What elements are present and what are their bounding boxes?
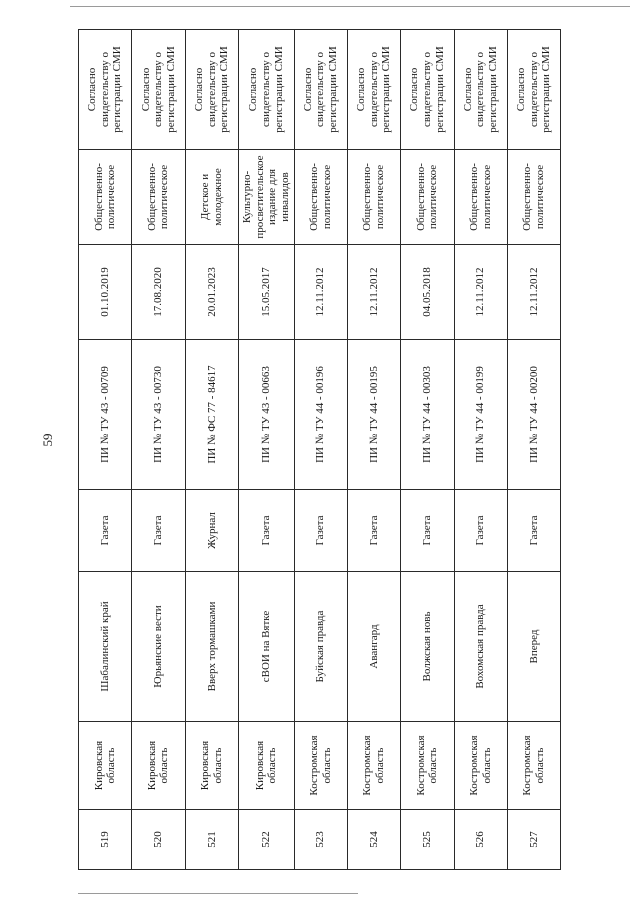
row-number: 521 [185,810,238,870]
media-title-cell: Вверх тормашками [185,572,238,722]
registration-date-cell: 15.05.2017 [238,245,294,340]
region-cell: Кировская область [185,722,238,810]
media-type-cell: Журнал [185,490,238,572]
table-row [238,30,294,870]
table-row [507,30,560,870]
media-type-cell: Газета [401,490,454,572]
specialization-cell: Детское и молодежное [185,150,238,245]
table-row [454,30,507,870]
row-number: 527 [507,810,560,870]
media-title-cell: Вохомская правда [454,572,507,722]
registration-date-cell: 12.11.2012 [347,245,400,340]
table-row [132,30,185,870]
media-title-cell: Юрьянские вести [132,572,185,722]
registration-date-cell: 12.11.2012 [294,245,347,340]
basis-cell: Согласно свидетельству о регистрации СМИ [347,30,400,150]
registration-number-cell: ПИ № ТУ 44 - 00195 [347,340,400,490]
basis-cell: Согласно свидетельству о регистрации СМИ [454,30,507,150]
specialization-cell: Общественно-политическое [401,150,454,245]
specialization-cell: Общественно-политическое [507,150,560,245]
region-cell: Кировская область [132,722,185,810]
registration-date-cell: 01.10.2019 [79,245,132,340]
registration-number-cell: ПИ № ТУ 44 - 00303 [401,340,454,490]
row-number: 526 [454,810,507,870]
registration-date-cell: 17.08.2020 [132,245,185,340]
table-row [294,30,347,870]
basis-cell: Согласно свидетельству о регистрации СМИ [79,30,132,150]
specialization-cell: Общественно-политическое [454,150,507,245]
specialization-cell: Общественно-политическое [79,150,132,245]
region-cell: Костромская область [347,722,400,810]
row-number: 520 [132,810,185,870]
registration-date-cell: 12.11.2012 [454,245,507,340]
registration-date-cell: 04.05.2018 [401,245,454,340]
media-title-cell: Шабалинский край [79,572,132,722]
row-number: 524 [347,810,400,870]
specialization-cell: Культурно-просветительское издание для инвалидов [238,150,294,245]
registration-number-cell: ПИ № ТУ 43 - 00663 [238,340,294,490]
bottom-rule [78,893,358,894]
region-cell: Кировская область [238,722,294,810]
row-number: 525 [401,810,454,870]
media-type-cell: Газета [507,490,560,572]
region-cell: Костромская область [294,722,347,810]
basis-cell: Согласно свидетельству о регистрации СМИ [238,30,294,150]
table-row [79,30,132,870]
registration-number-cell: ПИ № ФС 77 - 84617 [185,340,238,490]
media-type-cell: Газета [238,490,294,572]
media-title-cell: Волжская новь [401,572,454,722]
basis-cell: Согласно свидетельству о регистрации СМИ [132,30,185,150]
specialization-cell: Общественно-политическое [294,150,347,245]
registration-date-cell: 20.01.2023 [185,245,238,340]
basis-cell: Согласно свидетельству о регистрации СМИ [294,30,347,150]
specialization-cell: Общественно-политическое [132,150,185,245]
specialization-cell: Общественно-политическое [347,150,400,245]
registration-date-cell: 12.11.2012 [507,245,560,340]
registration-number-cell: ПИ № ТУ 44 - 00199 [454,340,507,490]
registration-number-cell: ПИ № ТУ 43 - 00709 [79,340,132,490]
registry-table [78,29,561,870]
basis-cell: Согласно свидетельству о регистрации СМИ [185,30,238,150]
region-cell: Костромская область [507,722,560,810]
registry-table-rotated [78,30,558,870]
region-cell: Костромская область [454,722,507,810]
media-title-cell: Авангард [347,572,400,722]
media-type-cell: Газета [79,490,132,572]
media-type-cell: Газета [454,490,507,572]
registration-number-cell: ПИ № ТУ 44 - 00200 [507,340,560,490]
region-cell: Кировская область [79,722,132,810]
basis-cell: Согласно свидетельству о регистрации СМИ [401,30,454,150]
table-row [347,30,400,870]
registration-number-cell: ПИ № ТУ 43 - 00730 [132,340,185,490]
media-type-cell: Газета [347,490,400,572]
row-number: 522 [238,810,294,870]
row-number: 519 [79,810,132,870]
table-row [401,30,454,870]
media-type-cell: Газета [132,490,185,572]
registration-number-cell: ПИ № ТУ 44 - 00196 [294,340,347,490]
page-number: 59 [40,433,55,447]
media-title-cell: Буйская правда [294,572,347,722]
media-title-cell: Вперед [507,572,560,722]
row-number: 523 [294,810,347,870]
basis-cell: Согласно свидетельству о регистрации СМИ [507,30,560,150]
table-row [185,30,238,870]
top-rule [70,6,630,7]
region-cell: Костромская область [401,722,454,810]
media-title-cell: сВОИ на Вятке [238,572,294,722]
media-type-cell: Газета [294,490,347,572]
